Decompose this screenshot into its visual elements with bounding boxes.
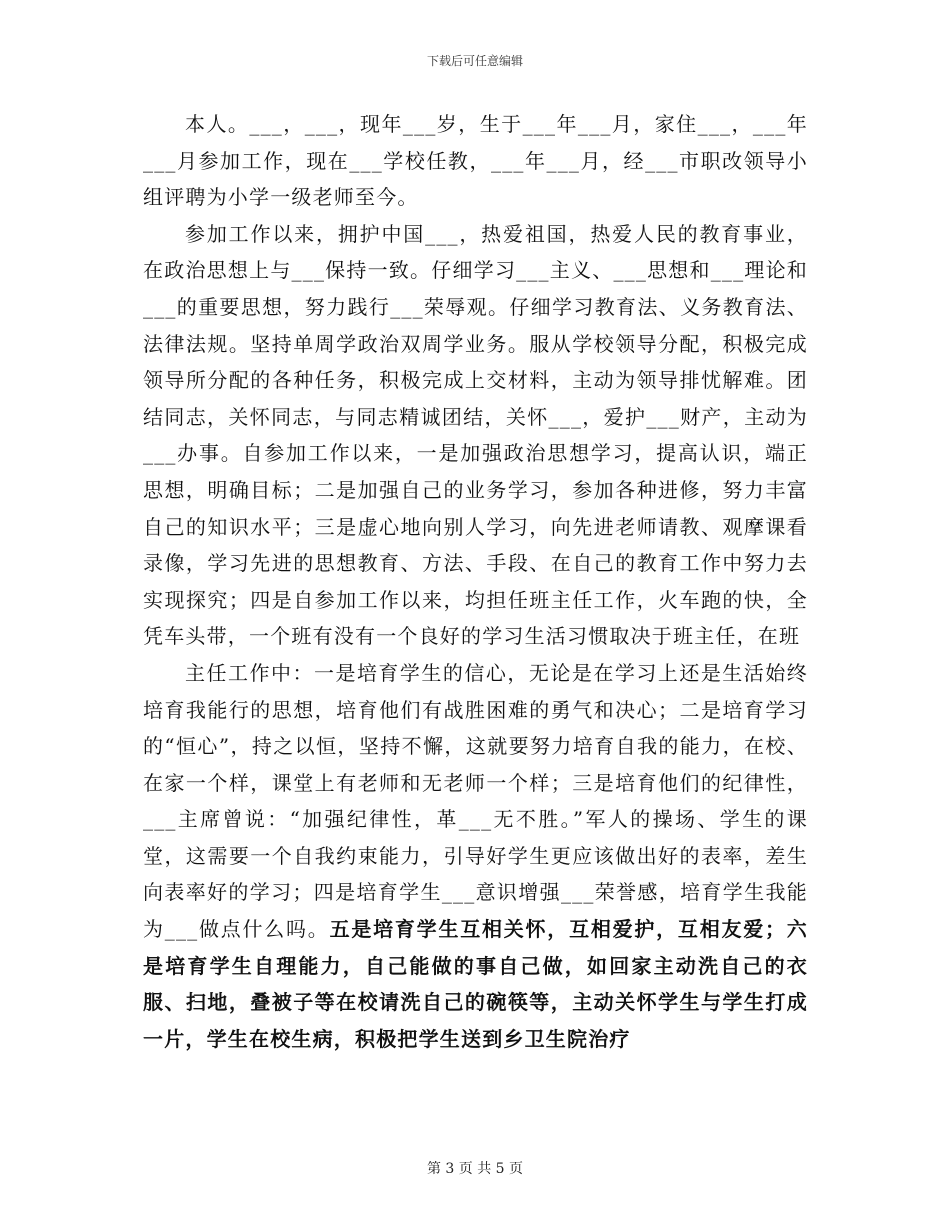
paragraph-work-summary: 参加工作以来，拥护中国___，热爱祖国，热爱人民的教育事业，在政治思想上与___保持一致。仔细学习___主义、___思想和___理论和___的重要思想，努力践行___荣辱观。仔细学习教育法、义务教育法、法律法规。坚持单周学政治双周学业务。服从学校领导分配，积极完成领导所分配的各种任务，积极完成上交材料，主动为领导排忧解难。团结同志，关怀同志，与同志精诚团结，关怀___，爱护___财产，主动为___办事。自参加工作以来，一是加强政治思想学习，提高认识，端正思想，明确目标；二是加强自己的业务学习，参加各种进修，努力丰富自己的知识水平；三是虚心地向别人学习，向先进老师请教、观摩课看录像，学习先进的思想教育、方法、手段、在自己的教育工作中努力去实现探究；四是自参加工作以来，均担任班主任工作，火车跑的快，全凭车头带，一个班有没有一个良好的学习生活习惯取决于班主任，在班 [143, 221, 808, 649]
page-number: 第 3 页 共 5 页 [426, 1161, 524, 1177]
paragraph-class-management-text: 主任工作中：一是培育学生的信心，无论是在学习上还是生活始终培育我能行的思想，培育他们有战胜困难的勇气和决心；二是培育学习的“恒心”，持之以恒，坚持不懈，这就要努力培育自我的能力，在校、在家一个样，课堂上有老师和无老师一个样；三是培育他们的纪律性，___主席曾说：“加强纪律性，革___无不胜。”军人的操场、学生的课堂，这需要一个自我约束能力，引导好学生更应该做出好的表率，差生向表率好的学习；四是培育学生___意识增强___荣誉感，培育学生我能为___做点什么吗。 [143, 660, 808, 942]
paragraph-class-management-bold-text: 五是培育学生互相关怀，互相爱护，互相友爱；六是培育学生自理能力，自己能做的事自己做，如回家主动洗自己的衣服、扫地，叠被子等在校请洗自己的碗筷等，主动关怀学生与学生打成一片，学生在校生病，积极把学生送到乡卫生院治疗 [143, 917, 808, 1051]
paragraph-personal-info: 本人。___，___，现年___岁，生于___年___月，家住___，___年___月参加工作，现在___学校任教，___年___月，经___市职改领导小组评聘为小学一级老师至今。 [143, 112, 808, 210]
document-body [143, 106, 808, 1057]
paragraph-class-management [143, 655, 808, 1058]
page-header-note: 下载后可任意编辑 [426, 54, 523, 68]
